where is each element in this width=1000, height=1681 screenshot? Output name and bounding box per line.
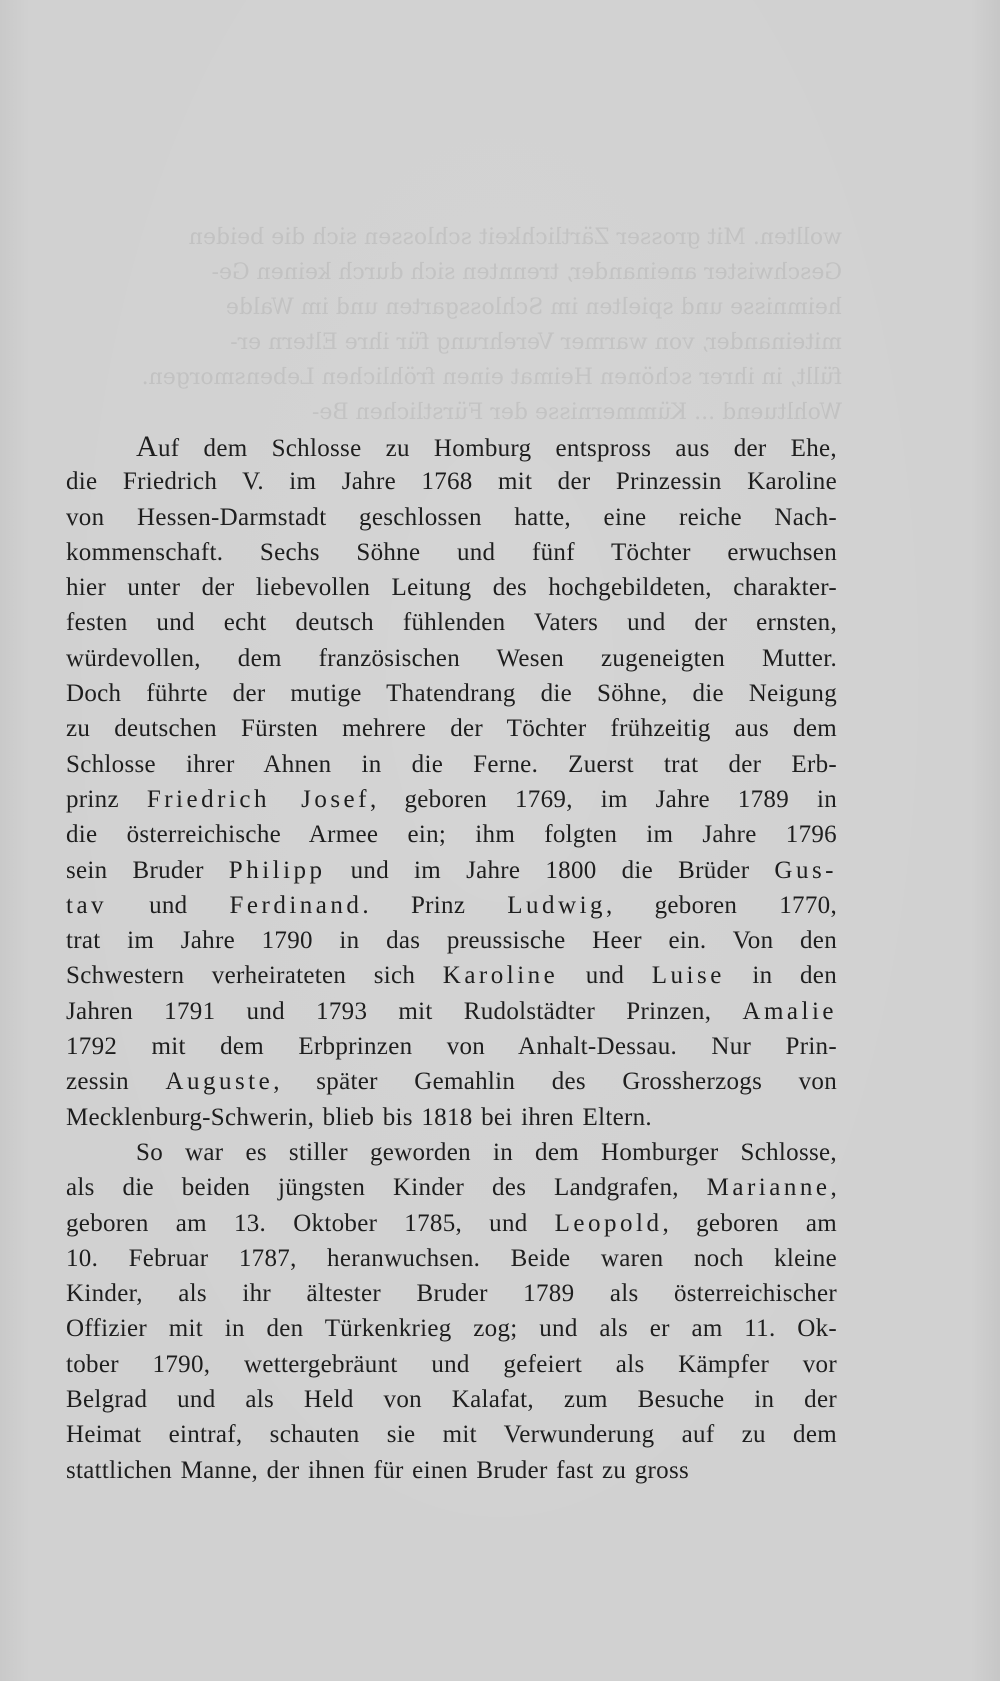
text-run: festen und echt deutsch fühlenden Vaters und der ernsten, [66, 609, 837, 637]
spaced-name: Luise [651, 962, 725, 990]
text-line [66, 923, 837, 958]
spaced-name: Ferdinand [229, 891, 363, 919]
text-line [66, 1382, 837, 1417]
spaced-name: Ludwig [507, 891, 607, 919]
text-line [66, 464, 837, 499]
text-line [66, 1135, 837, 1170]
text-run: die österreichische Armee ein; ihm folgten im Jahre 1796 [66, 821, 837, 849]
text-run: zessin [66, 1068, 166, 1096]
spaced-name: Leopold [554, 1209, 663, 1237]
text-run: Jahren 1791 und 1793 mit Rudolstädter Prinzen, [66, 997, 743, 1025]
bleed-through-line: füllt, in ihrer schönen Heimat einen fröhlichen Lebensmorgen. [141, 365, 842, 390]
paragraph [66, 429, 837, 1135]
text-run: Heimat eintraf, schauten sie mit Verwunderung auf zu dem [66, 1421, 837, 1449]
text-run: Doch führte der mutige Thatendrang die Söhne, die Neigung [66, 680, 837, 708]
text-line [66, 676, 837, 711]
text-run: in den [724, 962, 837, 990]
text-run: . Prinz [362, 891, 508, 919]
text-line [66, 1170, 837, 1205]
spaced-name: Philipp [228, 856, 326, 884]
text-run: Belgrad und als Held von Kalafat, zum Besuche in der [66, 1386, 837, 1414]
text-run: , später Gemahlin des Grossherzogs von [273, 1068, 837, 1096]
text-run: Offizier mit in den Türkenkrieg zog; und als er am 11. Ok- [66, 1315, 837, 1343]
initial-letter: A [136, 430, 158, 463]
text-line [66, 1241, 837, 1276]
text-run: uf dem Schlosse zu Homburg entspross aus der Ehe, [157, 435, 837, 462]
text-line [66, 535, 837, 570]
text-run: geboren am 13. Oktober 1785, und [66, 1209, 555, 1237]
text-run: Schlosse ihrer Ahnen in die Ferne. Zuerst trat der Erb- [66, 750, 837, 778]
bleed-through-text [66, 220, 842, 430]
text-line [66, 1206, 837, 1241]
text-run: trat im Jahre 1790 in das preussische Heer ein. Von den [66, 927, 837, 955]
text-run: Schwestern verheirateten sich [66, 962, 443, 990]
spaced-name: Gus- [774, 856, 837, 884]
text-run: von Hessen-Darmstadt geschlossen hatte, eine reiche Nach- [66, 503, 837, 531]
text-run: Mecklenburg-Schwerin, blieb bis 1818 bei ihren Eltern. [66, 1103, 652, 1131]
text-run: und [107, 891, 230, 919]
text-run: und [558, 962, 652, 990]
text-run: So war es stiller geworden in dem Homburger Schlosse, [136, 1138, 837, 1166]
text-line [66, 888, 837, 923]
text-line [66, 958, 837, 993]
page-body-text [66, 429, 837, 1488]
text-run: Kinder, als ihr ältester Bruder 1789 als österreichischer [66, 1280, 837, 1308]
text-line [66, 1417, 837, 1452]
text-line [66, 500, 837, 535]
text-run: 1792 mit dem Erbprinzen von Anhalt-Dessau. Nur Prin- [66, 1033, 837, 1061]
paragraph [66, 1135, 837, 1488]
text-line [66, 782, 837, 817]
text-line [66, 1347, 837, 1382]
text-line [66, 570, 837, 605]
text-run: sein Bruder [66, 856, 229, 884]
text-line [66, 1276, 837, 1311]
text-run: und im Jahre 1800 die Brüder [325, 856, 775, 884]
spaced-name: Auguste [165, 1068, 274, 1096]
text-run: als die beiden jüngsten Kinder des Landgrafen, [66, 1174, 707, 1202]
text-run: tober 1790, wettergebräunt und gefeiert als Kämpfer vor [66, 1350, 837, 1378]
text-line [66, 817, 837, 852]
text-line [66, 1453, 837, 1488]
bleed-through-line: Wohltuend ... Kümmernisse der Fürstlichen Be- [311, 400, 842, 425]
text-line [66, 994, 837, 1029]
text-run: zu deutschen Fürsten mehrere der Töchter frühzeitig aus dem [66, 715, 837, 743]
text-run: würdevollen, dem französischen Wesen zugeneigten Mutter. [66, 644, 837, 672]
text-run: , geboren am [662, 1209, 837, 1237]
text-line [66, 853, 837, 888]
text-run: kommenschaft. Sechs Söhne und fünf Töchter erwuchsen [66, 538, 837, 566]
bleed-through-line: Geschwister aneinander, trennten sich durch keinen Ge- [211, 260, 842, 285]
spaced-name: Marianne [706, 1174, 831, 1202]
bleed-through-line: miteinander, von warmer Verehrung für ihre Eltern er- [230, 330, 842, 355]
text-run: prinz [66, 785, 147, 813]
bleed-through-line: heimnisse und spielten im Schlossgarten und im Walde [225, 295, 842, 320]
text-line [66, 1064, 837, 1099]
spaced-name: Friedrich Josef [146, 785, 370, 813]
text-line [66, 429, 837, 464]
spaced-name: Amalie [742, 997, 837, 1025]
text-run: , geboren 1770, [606, 891, 837, 919]
text-run: 10. Februar 1787, heranwuchsen. Beide waren noch kleine [66, 1244, 837, 1272]
text-line [66, 641, 837, 676]
text-line [66, 1100, 837, 1135]
text-line [66, 711, 837, 746]
text-run: hier unter der liebevollen Leitung des hochgebildeten, charakter- [66, 574, 837, 602]
bleed-through-line: wollten. Mit grosser Zärtlichkeit schlossen sich die beiden [188, 225, 842, 250]
text-line [66, 1029, 837, 1064]
text-line [66, 605, 837, 640]
spaced-name: Karoline [442, 962, 559, 990]
text-line [66, 1311, 837, 1346]
text-run: , geboren 1769, im Jahre 1789 in [369, 785, 837, 813]
text-run: , [830, 1174, 837, 1202]
spaced-name: tav [66, 891, 108, 919]
text-run: stattlichen Manne, der ihnen für einen Bruder fast zu gross [66, 1456, 690, 1484]
text-run: die Friedrich V. im Jahre 1768 mit der Prinzessin Karoline [66, 468, 837, 496]
text-line [66, 747, 837, 782]
